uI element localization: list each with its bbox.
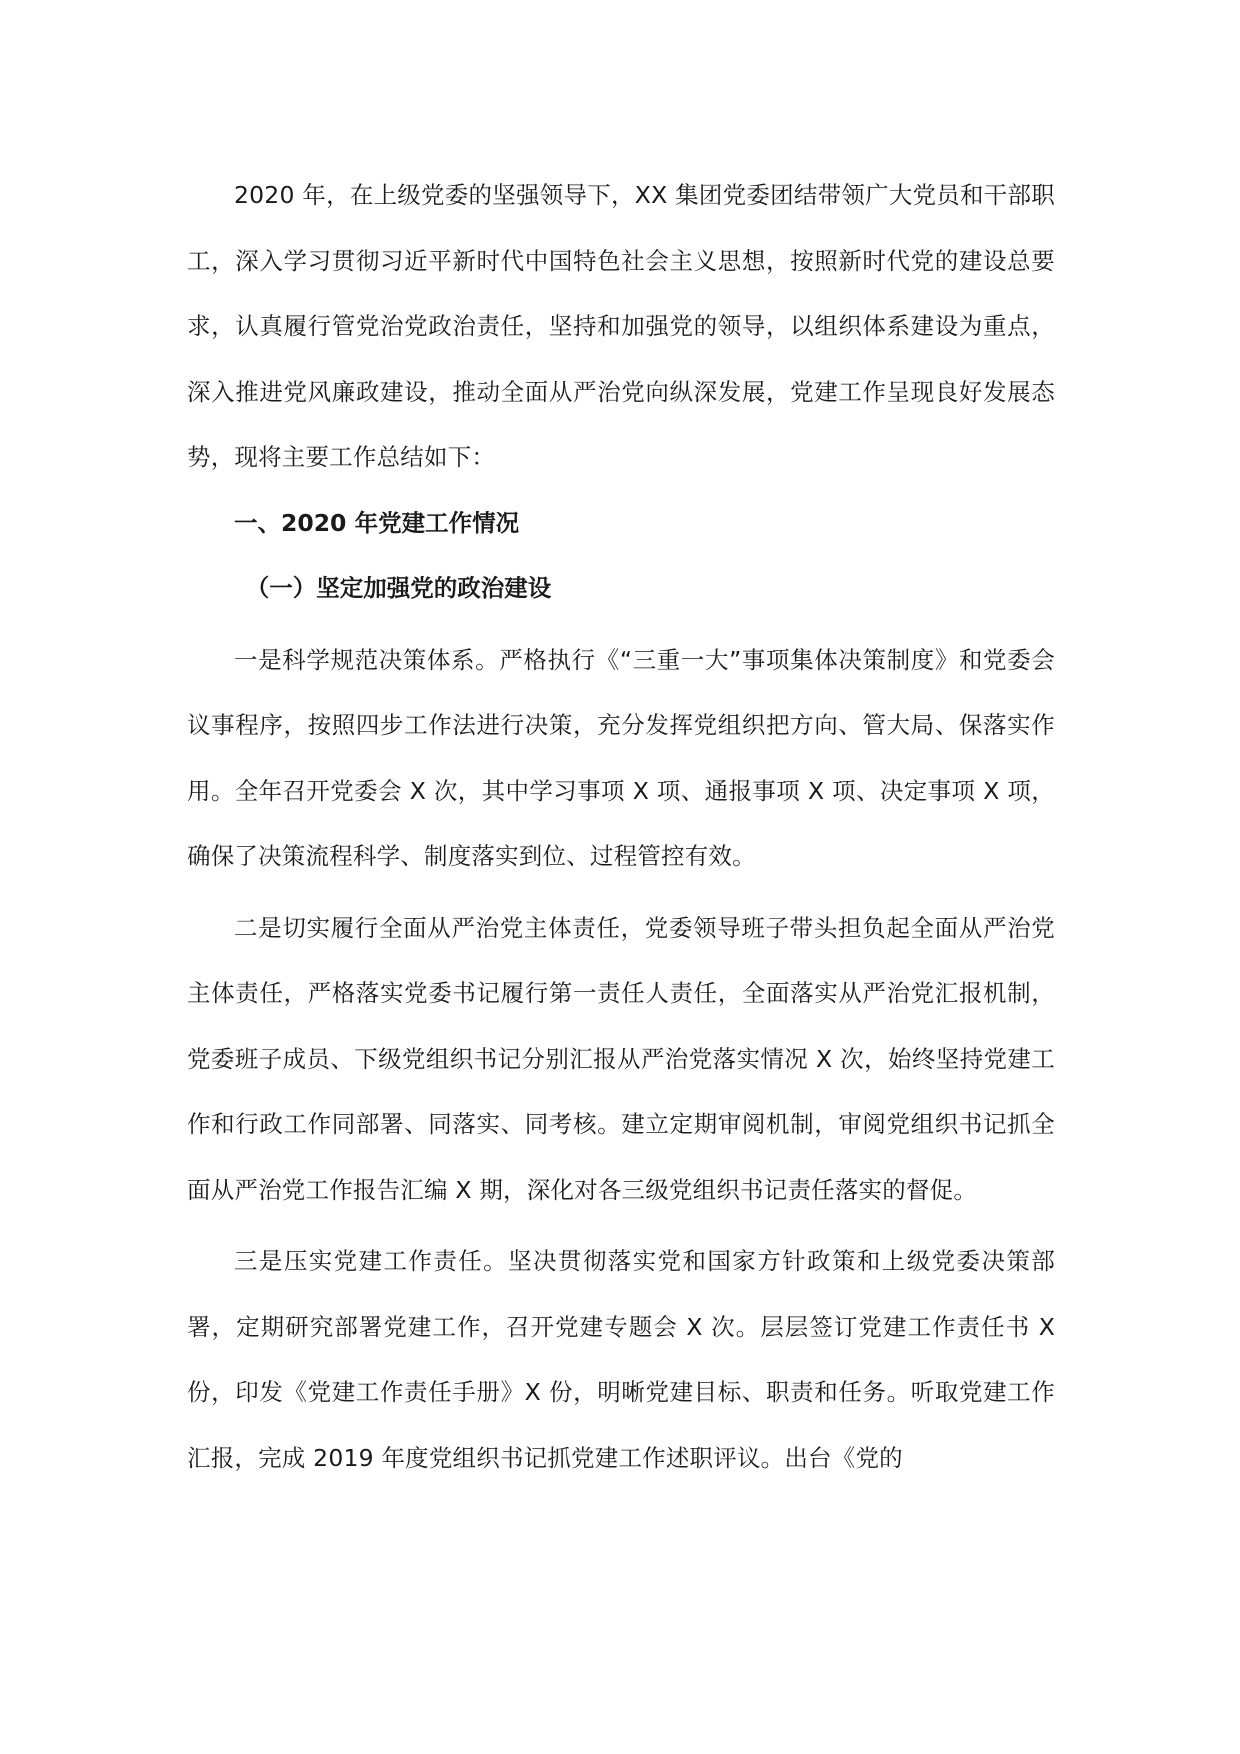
intro-paragraph: 2020 年，在上级党委的坚强领导下，XX 集团党委团结带领广大党员和干部职工，深入学习贯彻习近平新时代中国特色社会主义思想，按照新时代党的建设总要求，认真履行管党治党政治责任，坚持和加强党的领导，以组织体系建设为重点，深入推进党风廉政建设，推动全面从严治党向纵深发展，党建工作呈现良好发展态势，现将主要工作总结如下： [187, 181, 1055, 471]
document-body [187, 163, 1055, 1491]
paragraph-responsibility: 二是切实履行全面从严治党主体责任，党委领导班子带头担负起全面从严治党主体责任，严格落实党委书记履行第一责任人责任，全面落实从严治党汇报机制，党委班子成员、下级党组织书记分别汇报从严治党落实情况 X 次，始终坚持党建工作和行政工作同部署、同落实、同考核。建立定期审阅机制，审阅党组织书记抓全面从严治党工作报告汇编 X 期，深化对各三级党组织书记责任落实的督促。 [187, 913, 1055, 1204]
section-heading: 一、2020 年党建工作情况 [234, 508, 520, 537]
paragraph-decision-system: 一是科学规范决策体系。严格执行《“三重一大”事项集体决策制度》和党委会议事程序，按照四步工作法进行决策，充分发挥党组织把方向、管大局、保落实作用。全年召开党委会 X 次，其中学习事项 X 项、通报事项 X 项、决定事项 X 项，确保了决策流程科学、制度落实到位、过程管控有效。 [187, 645, 1055, 870]
paragraph-party-building: 三是压实党建工作责任。坚决贯彻落实党和国家方针政策和上级党委决策部署，定期研究部署党建工作，召开党建专题会 X 次。层层签订党建工作责任书 X 份，印发《党建工作责任手册》X 份，明晰党建目标、职责和任务。听取党建工作汇报，完成 2019 年度党组织书记抓党建工作述职评议。出台《党的 [187, 1247, 1055, 1472]
subsection-heading: （一）坚定加强党的政治建设 [245, 574, 552, 602]
